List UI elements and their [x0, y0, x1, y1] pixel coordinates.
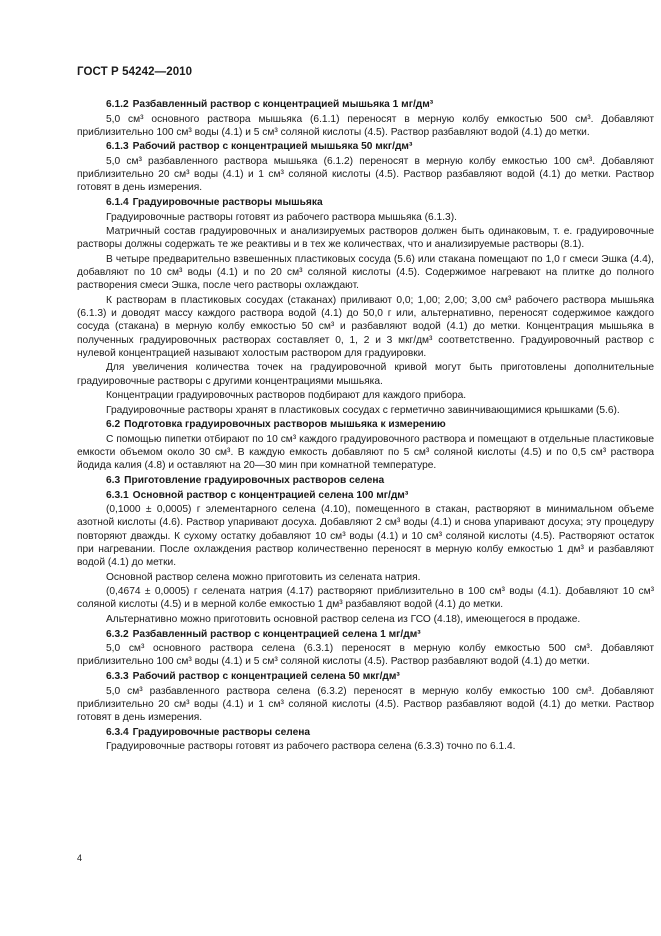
section-title: Разбавленный раствор с концентрацией мышьяка 1 мг/дм³ [132, 99, 434, 110]
body-paragraph: Градуировочные растворы хранят в пластиковых сосудах с герметично завинчивающимися крышками (5.6). [106, 404, 620, 416]
section-heading [77, 140, 654, 153]
section-heading [77, 726, 654, 739]
section-heading [77, 489, 654, 502]
body-paragraph: Градуировочные растворы готовят из рабочего раствора мышьяка (6.1.3). [106, 211, 457, 223]
section-heading [77, 196, 654, 209]
section-heading [77, 474, 654, 487]
body-paragraph: 5,0 см³ основного раствора селена (6.3.1) переносят в мерную колбу емкостью 500 см³. Добавляют приблизительно 100 см³ воды (4.1) и 5 см³ соляной кислоты (4.5). Раствор разбавляют водой (4.1) до метки. [77, 643, 654, 668]
body-paragraph: Основной раствор селена можно приготовить из селената натрия. [106, 571, 421, 583]
section-title: Градуировочные растворы мышьяка [132, 196, 323, 208]
document-code-header: ГОСТ Р 54242—2010 [77, 66, 193, 78]
body-paragraph: Альтернативно можно приготовить основной раствор селена из ГСО (4.18), имеющегося в продаже. [106, 613, 581, 625]
section-title: Рабочий раствор с концентрацией селена 50 мкг/дм³ [132, 670, 400, 682]
body-paragraph: К растворам в пластиковых сосудах (стаканах) приливают 0,0; 1,00; 2,00; 3,00 см³ рабочего раствора мышьяка (6.1.3) и доводят массу каждого раствора водой (4.1) до 50,0 г или, альтернативно, переносят содержимое каждого сосуда (стакана) в мерную колбу емкостью 50 см³ и разбавляют водой (4.1) до метки. Концентрация мышьяка в полученных градуировочных растворах составляет 0, 1, 2 и 3 мкг/дм³ соответственно. Градуировочный раствор с нулевой концентрацией называют холостым раствором для градуировки. [77, 294, 654, 359]
body-paragraph: Градуировочные растворы готовят из рабочего раствора селена (6.3.3) точно по 6.1.4. [106, 741, 516, 753]
section-number: 6.1.4 [106, 196, 129, 208]
body-paragraph: Матричный состав градуировочных и анализируемых растворов должен быть одинаковым, т. е. градуировочные растворы должны содержать те же реактивы и в тех же количествах, что и анализируемые растворы (8.1). [77, 226, 654, 251]
section-heading [77, 418, 654, 431]
body-paragraph: 5,0 см³ разбавленного раствора мышьяка (6.1.2) переносят в мерную колбу емкостью 100 см³. Добавляют приблизительно 20 см³ воды (4.1) и 1 см³ соляной кислоты (4.5). Раствор разбавляют водой (4.1) до метки. Раствор готовят в день измерения. [77, 155, 654, 194]
section-title: Приготовление градуировочных растворов селена [124, 474, 385, 486]
document-body [77, 98, 654, 755]
section-number: 6.1.3 [106, 141, 129, 153]
section-title: Основной раствор с концентрацией селена 100 мг/дм³ [132, 489, 409, 501]
body-paragraph: (0,1000 ± 0,0005) г элементарного селена (4.10), помещенного в стакан, растворяют в минимальном объеме азотной кислоты (4.6). Раствор упаривают досуха. Добавляют 2 см³ воды (4.1) и снова упаривают досуха; эту процедуру повторяют дважды. К сухому остатку добавляют 10 см³ воды (4.1) и 10 см³ соляной кислоты (4.5). Растворяют остаток при нагревании. После охлаждения раствор количественно переносят в мерную колбу емкостью 1 дм³ и разбавляют водой (4.1) до метки. [77, 504, 654, 568]
body-paragraph: 5,0 см³ основного раствора мышьяка (6.1.1) переносят в мерную колбу емкостью 500 см³. Добавляют приблизительно 100 см³ воды (4.1) и 5 см³ соляной кислоты (4.5). Раствор разбавляют водой (4.1) до метки. [77, 113, 654, 138]
section-number: 6.3 [106, 474, 121, 486]
section-number: 6.3.4 [106, 726, 129, 738]
section-number: 6.3.1 [106, 489, 129, 501]
body-paragraph: В четыре предварительно взвешенных пластиковых сосуда (5.6) или стакана помещают по 1,0 г смеси Эшка (4.4), добавляют по 10 см³ воды (4.1) и по 20 см³ соляной кислоты (4.5). Содержимое нагревают на плитке до полного растворения смеси Эшка, после чего растворы охлаждают. [77, 253, 654, 292]
section-title: Подготовка градуировочных растворов мышьяка к измерению [124, 419, 446, 431]
section-heading [77, 670, 654, 683]
page-number: 4 [77, 853, 83, 863]
section-title: Разбавленный раствор с концентрацией селена 1 мг/дм³ [132, 628, 421, 640]
section-heading [77, 628, 654, 641]
section-number: 6.1.2 [106, 99, 129, 110]
section-number: 6.2 [106, 419, 121, 431]
section-heading [77, 98, 654, 111]
body-paragraph: Концентрации градуировочных растворов подбирают для каждого прибора. [106, 390, 467, 402]
section-number: 6.3.3 [106, 670, 129, 682]
section-number: 6.3.2 [106, 628, 129, 640]
body-paragraph: С помощью пипетки отбирают по 10 см³ каждого градуировочного раствора и помещают в отдельные пластиковые емкости объемом около 30 см³. В каждую емкость добавляют по 5 см³ соляной кислоты (4.5) и по 0,5 см³ раствора йодида калия (4.8) и оставляют на 20—30 мин при комнатной температуре. [77, 433, 654, 472]
section-title: Градуировочные растворы селена [132, 726, 311, 738]
body-paragraph: Для увеличения количества точек на градуировочной кривой могут быть приготовлены дополнительные градуировочные растворы с другими концентрациями мышьяка. [77, 362, 654, 387]
body-paragraph: (0,4674 ± 0,0005) г селената натрия (4.17) растворяют приблизительно в 100 см³ воды (4.1). Добавляют 10 см³ соляной кислоты (4.5) и в мерной колбе емкостью 1 дм³ разбавляют водой (4.1) до метки. [77, 586, 654, 611]
body-paragraph: 5,0 см³ разбавленного раствора селена (6.3.2) переносят в мерную колбу емкостью 100 см³. Добавляют приблизительно 20 см³ воды (4.1) и 1 см³ соляной кислоты (4.5). Раствор разбавляют водой (4.1) до метки. Раствор готовят в день измерения. [77, 685, 654, 723]
section-title: Рабочий раствор с концентрацией мышьяка 50 мкг/дм³ [132, 141, 413, 153]
